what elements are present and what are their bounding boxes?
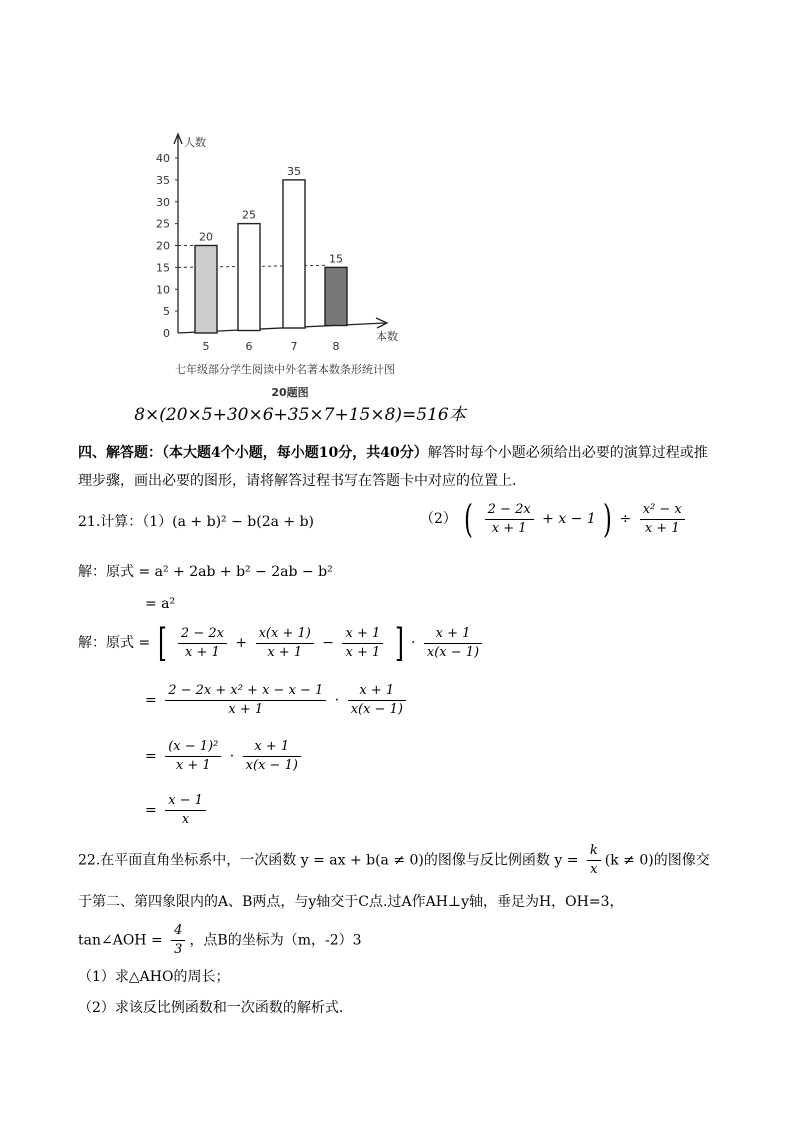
s2-frac2	[256, 625, 314, 662]
frac-den: x + 1	[228, 702, 264, 717]
q21-p2-mid: + x − 1	[542, 511, 596, 527]
frac-num: 2 − 2x	[178, 625, 227, 644]
bar	[238, 224, 260, 331]
frac-num: x + 1	[243, 738, 301, 757]
frac-den: x + 1	[175, 758, 211, 773]
frac-den: x + 1	[267, 644, 303, 660]
q22-line2: 于第二、第四象限内的A、B两点，与y轴交于C点.过A作AH⊥y轴，垂足为H，OH=3，	[78, 894, 624, 910]
s3-frac1	[165, 682, 326, 719]
q22-tan-frac	[171, 922, 185, 959]
x-tick-label: 6	[245, 340, 253, 353]
frac-den: x(x − 1)	[245, 758, 298, 773]
frac-num: 2 − 2x	[485, 501, 534, 520]
s2-frac1	[178, 625, 227, 662]
chart-caption: 七年级部分学生阅读中外名著本数条形统计图	[175, 363, 395, 376]
frac-den: x + 1	[644, 520, 680, 536]
frac-den: 3	[174, 942, 183, 957]
bar-value-label: 35	[287, 164, 301, 178]
sol2-prefix: 解：原式 =	[78, 635, 151, 651]
q22-line3-b: ，点B的坐标为（m，-2）3	[189, 932, 362, 949]
section-header	[78, 443, 708, 463]
dot-sign: ·	[410, 635, 416, 651]
frac-den: x + 1	[491, 520, 527, 536]
y-tick-label: 30	[156, 195, 170, 209]
q22-sub2: （2）求该反比例函数和一次函数的解析式.	[78, 1000, 344, 1016]
sol1-line1: 解：原式 = a² + 2ab + b² − 2ab − b²	[78, 564, 333, 580]
q21-label: 21.计算：（1）(a + b)² − b(2a + b)	[78, 514, 315, 530]
y-tick-label: 10	[156, 283, 170, 297]
sol2-line4	[145, 792, 210, 829]
y-tick-label: 15	[156, 261, 170, 275]
q21-p2-frac1	[485, 501, 534, 538]
frac-num: x − 1	[165, 792, 206, 811]
q22-line1-b: (k ≠ 0)的图像交	[604, 852, 710, 869]
bar-value-label: 20	[199, 230, 213, 244]
s2-frac3	[342, 625, 383, 662]
section-title: 四、解答题：（本大题4个小题，每小题10分，共40分）	[78, 445, 428, 461]
right-bracket: ]	[394, 621, 404, 665]
s5-frac1	[165, 792, 206, 829]
dot-sign: ·	[334, 692, 340, 709]
origin-label: 0	[163, 327, 170, 340]
frac-num: x + 1	[348, 682, 406, 701]
y-axis-label: 人数	[184, 136, 206, 149]
minus-sign: −	[322, 635, 335, 651]
frac-num: x + 1	[342, 625, 383, 644]
x-axis-label: 本数	[376, 330, 398, 343]
frac-den: x(x − 1)	[350, 702, 403, 717]
q22-line1-a: 22.在平面直角坐标系中，一次函数 y = ax + b(a ≠ 0)的图像与反比例函数 y =	[78, 852, 579, 869]
sol1-line2: = a²	[145, 596, 176, 612]
q21-p2-frac2	[640, 501, 685, 538]
bar-value-label: 25	[242, 208, 256, 222]
q22-k-frac	[587, 842, 601, 879]
frac-den: x(x − 1)	[426, 644, 480, 660]
x-tick-label: 5	[202, 340, 210, 353]
frac-num: 4	[171, 922, 185, 941]
y-tick-label: 25	[156, 217, 170, 231]
section-text2: 理步骤，画出必要的图形，请将解答过程书写在答题卡中对应的位置上.	[78, 473, 517, 489]
q22-line3	[78, 922, 362, 959]
plus-sign: +	[235, 635, 248, 651]
frac-num: x² − x	[640, 501, 685, 520]
q22-line3-a: tan∠AOH =	[78, 932, 163, 949]
chart-svg	[100, 128, 480, 433]
frac-num: 2 − 2x + x² + x − x − 1	[165, 682, 326, 701]
x-tick-label: 7	[290, 340, 298, 353]
dot-sign: ·	[229, 748, 235, 765]
q21-part2-label: （2）	[420, 511, 457, 527]
frac-num: (x − 1)²	[165, 738, 221, 757]
s4-frac1	[165, 738, 221, 775]
sol2-line3	[145, 738, 305, 775]
left-paren: (	[464, 497, 474, 541]
y-tick-label: 35	[156, 173, 170, 187]
q22-sub1: （1）求△AHO的周长；	[78, 969, 230, 985]
s3-frac2	[348, 682, 406, 719]
frac-den: x	[590, 862, 598, 877]
equals-sign: =	[145, 692, 157, 709]
s2-frac4	[424, 625, 482, 662]
equals-sign: =	[145, 748, 157, 765]
frac-den: x	[181, 812, 190, 827]
frac-num: x(x + 1)	[256, 625, 314, 644]
bar	[195, 246, 217, 334]
y-tick-label: 5	[163, 305, 170, 319]
left-bracket: [	[157, 621, 167, 665]
section-text1: 解答时每个小题必须给出必要的演算过程或推	[427, 445, 708, 461]
bar	[325, 267, 347, 325]
s4-frac2	[243, 738, 301, 775]
bar-value-label: 15	[329, 252, 343, 266]
right-paren: )	[603, 497, 613, 541]
x-tick-label: 8	[332, 340, 340, 353]
y-tick-label: 20	[156, 239, 170, 253]
sol2-line2	[145, 682, 410, 719]
q22-line1	[78, 842, 710, 879]
frac-den: x + 1	[345, 644, 381, 660]
handwritten-calc: 8×(20×5+30×6+35×7+15×8)=516本	[134, 405, 466, 425]
y-tick-label: 40	[156, 152, 170, 165]
equals-sign: =	[145, 802, 157, 819]
q21-part2	[420, 497, 689, 541]
frac-num: x + 1	[424, 625, 482, 644]
figure-label: 20题图	[271, 386, 309, 399]
div-sign: ÷	[619, 511, 632, 527]
sol2-line1	[78, 621, 486, 665]
bar	[283, 180, 305, 328]
frac-num: k	[587, 842, 601, 861]
bar-chart	[100, 128, 480, 433]
frac-den: x + 1	[185, 644, 220, 660]
